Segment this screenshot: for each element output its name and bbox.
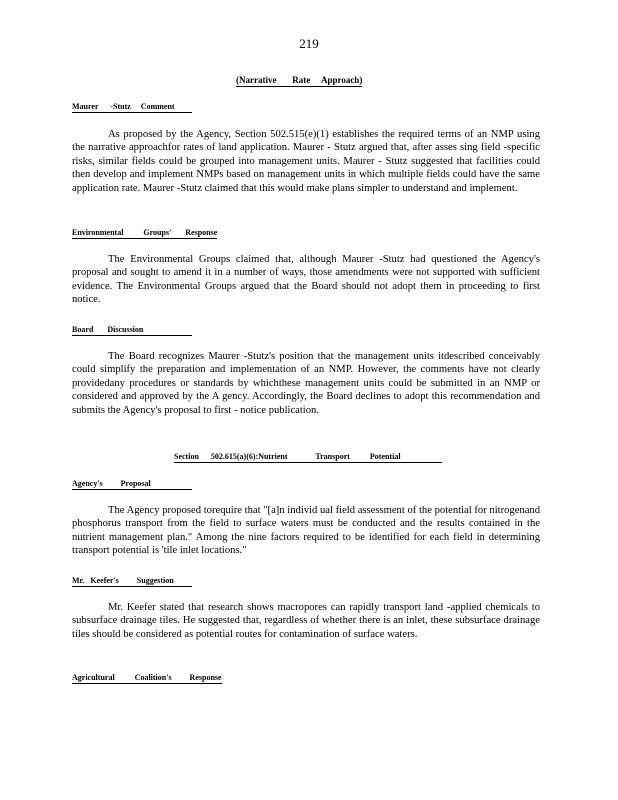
main-heading: (Narrative Rate Approach) xyxy=(236,75,363,85)
paragraph-mr-keefers-suggestion: Mr. Keefer stated that research shows macropores can rapidly transport land -applied chemicals to subsurface drainage tiles. He suggested that, regardless of whether there is an inlet, these subsurface drainage tiles should be considered as potential routes for contamination of surface waters. xyxy=(72,602,540,640)
section-heading-agricultural-coalitions-response: Agricultural Coalition's Response xyxy=(72,673,222,682)
paragraph-board-discussion: The Board recognizes Maurer -Stutz's position that the management units itdescribed conceivably could simplify the preparation and implementation of an NMP. However, the comments have not clearly providedany procedures or standards by whichthese management units could be submitted in an NMP or considered and approved by the A gency. Accordingly, the Board declines to adopt this recommendation and submits the Agency's proposal to first - notice publication. xyxy=(72,351,540,416)
section-heading-mr-keefers-suggestion: Mr. Keefer's Suggestion xyxy=(72,576,192,587)
paragraph-agencys-proposal: The Agency proposed torequire that "[a]n individ ual field assessment of the potential for nitrogenand phosphorus transport from the field to surface waters must be conducted and the results contained in the nutrient management plan." Among the nine factors required to be identified for each field in determining transport potential is 'tile inlet locations." xyxy=(72,505,540,557)
section-heading-maurer-stutz-comment: Maurer -Stutz Comment xyxy=(72,102,192,113)
paragraph-environmental-groups-response: The Environmental Groups claimed that, although Maurer -Stutz had questioned the Agency's proposal and sought to amend it in a number of ways, those amendments were not supported with sufficient evidence. The Environmental Groups argued that the Board should not adopt them in proceeding to first notice. xyxy=(72,254,540,306)
section-heading-nutrient-transport-potential: Section 502.615(a)(6):Nutrient Transport Potential xyxy=(174,452,442,463)
page-number: 219 xyxy=(299,36,319,51)
paragraph-maurer-stutz-comment: As proposed by the Agency, Section 502.515(e)(1) establishes the required terms of an NMP using the narrative approachfor rates of land application. Maurer - Stutz argued that, after asses sing field -specific risks, similar fields could be grouped into management units. Maurer - Stutz suggested that facilities could then develop and implement NMPs based on management units in which multiple fields could have the same application rate. Maurer -Stutz claimed that this would make plans simpler to understand and implement. xyxy=(72,129,540,194)
section-heading-board-discussion: Board Discussion xyxy=(72,325,192,336)
section-heading-agencys-proposal: Agency's Proposal xyxy=(72,479,192,490)
section-heading-environmental-groups-response: Environmental Groups' Response xyxy=(72,228,218,237)
